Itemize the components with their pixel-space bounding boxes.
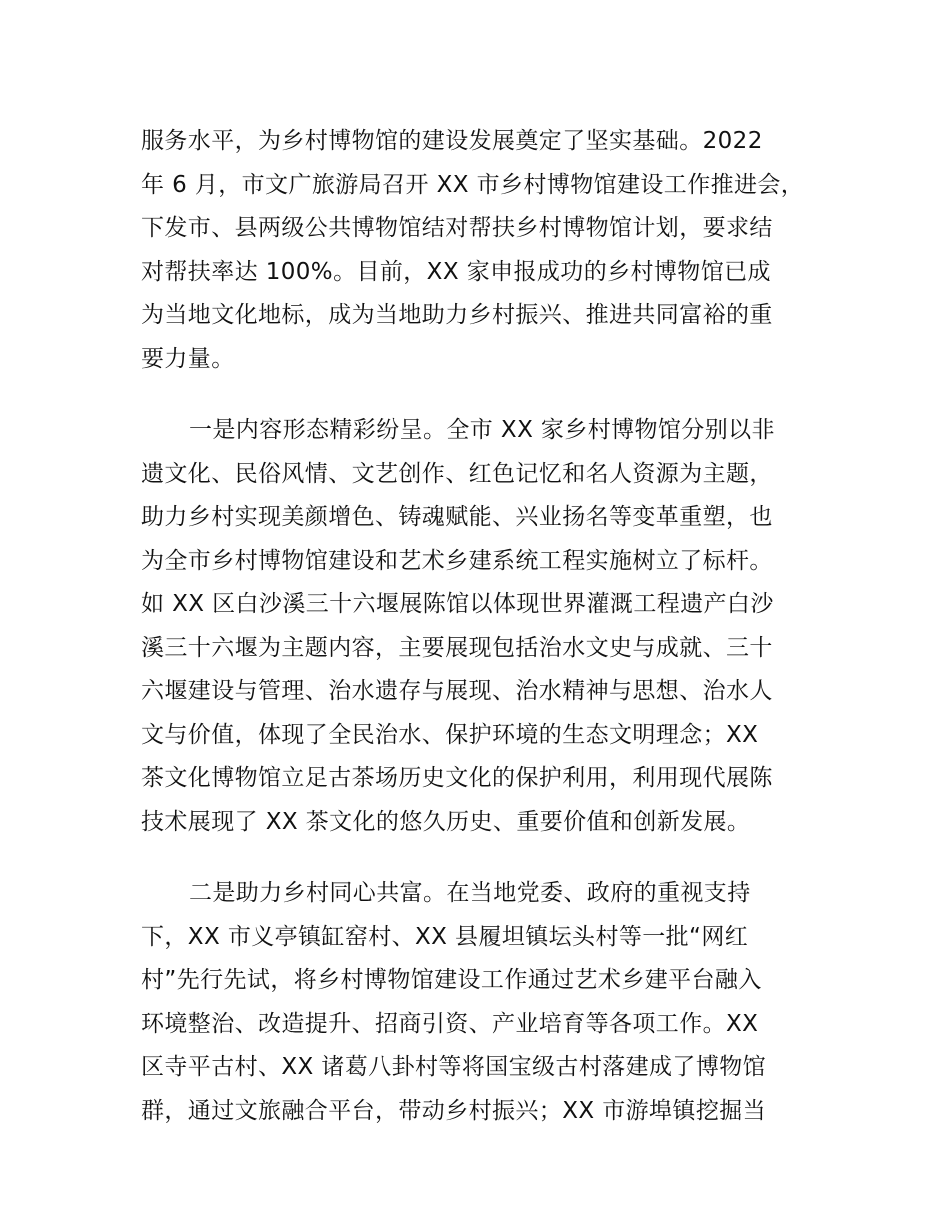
text-line: 环境整治、改造提升、招商引资、产业培育等各项工作。XX <box>141 1010 759 1037</box>
text-line: 溪三十六堰为主题内容，主要展现包括治水文史与成就、三十 <box>141 634 773 661</box>
paragraph-gap <box>141 844 813 872</box>
text-line: 年 6 月，市文广旅游局召开 XX 市乡村博物馆建设工作推进会， <box>141 171 805 198</box>
text-line: 文与价值，体现了全民治水、保护环境的生态文明理念；XX <box>141 721 759 748</box>
text-line: 遗文化、民俗风情、文艺创作、红色记忆和名人资源为主题， <box>141 460 773 487</box>
text-line: 下，XX 市义亭镇缸窑村、XX 县履坦镇坛头村等一批“网红 <box>141 923 749 950</box>
text-line: 要力量。 <box>141 345 235 372</box>
paragraph-3 <box>141 872 813 1133</box>
text-line: 如 XX 区白沙溪三十六堰展陈馆以体现世界灌溉工程遗产白沙 <box>141 591 774 617</box>
text-line: 区寺平古村、XX 诸葛八卦村等将国宝级古村落建成了博物馆 <box>141 1054 767 1080</box>
text-line: 为当地文化地标，成为当地助力乡村振兴、推进共同富裕的重 <box>141 302 773 328</box>
text-line: 茶文化博物馆立足古茶场历史文化的保护利用，利用现代展陈 <box>141 765 773 791</box>
text-line: 六堰建设与管理、治水遗存与展现、治水精神与思想、治水人 <box>141 678 773 704</box>
paragraph-2 <box>141 409 813 844</box>
text-line: 群，通过文旅融合平台，带动乡村振兴；XX 市游埠镇挖掘当 <box>141 1097 767 1124</box>
paragraph-1 <box>141 120 813 381</box>
text-line: 对帮扶率达 100%。目前，XX 家申报成功的乡村博物馆已成 <box>141 258 771 285</box>
paragraph-gap <box>141 381 813 409</box>
text-line: 一是内容形态精彩纷呈。全市 XX 家乡村博物馆分别以非 <box>189 417 775 443</box>
text-line: 技术展现了 XX 茶文化的悠久历史、重要价值和创新发展。 <box>141 808 751 835</box>
text-line: 下发市、县两级公共博物馆结对帮扶乡村博物馆计划，要求结 <box>141 215 773 241</box>
text-line: 村”先行先试，将乡村博物馆建设工作通过艺术乡建平台融入 <box>141 967 762 993</box>
text-line: 服务水平，为乡村博物馆的建设发展奠定了坚实基础。2022 <box>141 128 763 154</box>
text-line: 为全市乡村博物馆建设和艺术乡建系统工程实施树立了标杆。 <box>141 547 773 574</box>
document-body <box>141 120 813 1133</box>
text-line: 助力乡村实现美颜增色、铸魂赋能、兴业扬名等变革重塑，也 <box>141 504 773 530</box>
text-line: 二是助力乡村同心共富。在当地党委、政府的重视支持 <box>189 880 751 906</box>
